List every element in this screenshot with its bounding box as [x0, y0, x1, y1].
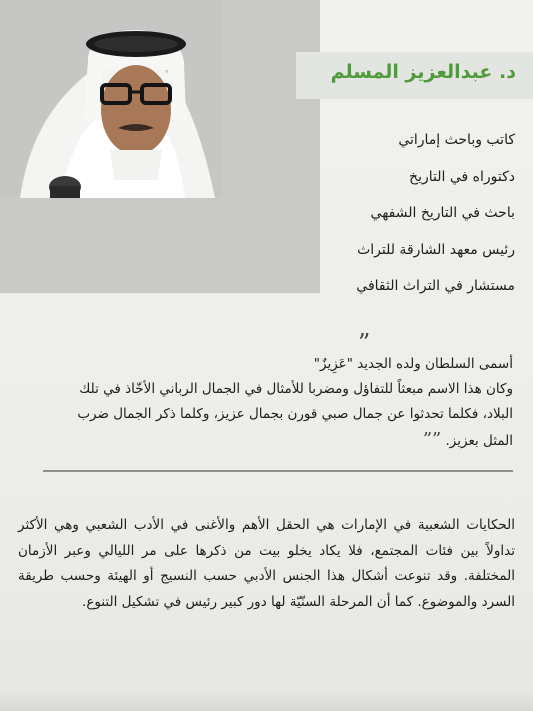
section-divider	[43, 470, 513, 472]
quote-open-mark: ”	[358, 329, 371, 357]
credential-item: رئيس معهد الشارقة للتراث	[357, 241, 515, 258]
author-name: د. عبدالعزيز المسلم	[330, 61, 516, 83]
quote-line: البلاد، فكلما تحدثوا عن جمال صبي قورن بجمال عزيز، وكلما ذكر الجمال ضرب	[77, 406, 513, 422]
quote-line-last	[28, 427, 513, 454]
book-quote	[28, 352, 513, 454]
quote-line: أسمى السلطان ولده الجديد "عَزِيزٌ"	[313, 356, 513, 372]
quote-close-mark: ””	[422, 429, 442, 450]
credential-item: باحث في التاريخ الشفهي	[370, 205, 515, 221]
credential-item: دكتوراه في التاريخ	[409, 168, 515, 185]
author-credentials	[255, 130, 515, 313]
credential-item: مستشار في التراث الثقافي	[356, 278, 515, 294]
author-portrait-icon	[0, 0, 222, 198]
book-description: الحكايات الشعبية في الإمارات هي الحقل الأهم والأغنى في الأدب الشعبي وهي الأكثر تداولاً بين فئات المجتمع، فلا يكاد يخلو بيت من ذكرها على مر الليالي وعبر الأزمان المختلفة. وقد تنوعت أشكال هذا الجنس الأدبي حسب النسيج أو الهيئة وحسب طريقة السرد والموضوع. كما أن المرحلة السنّيّة لها دور كبير رئيس في تشكيل التنوع.	[18, 517, 515, 610]
cover-bottom-edge	[0, 690, 533, 711]
author-photo	[0, 0, 222, 198]
quote-line: المثل بعزيز.	[445, 433, 513, 449]
quote-line: وكان هذا الاسم مبعثاً للتفاؤل ومضربا للأمثال في الجمال الرباني الأخّاذ في تلك	[79, 381, 513, 397]
credential-item: كاتب وباحث إماراتي	[398, 132, 515, 148]
